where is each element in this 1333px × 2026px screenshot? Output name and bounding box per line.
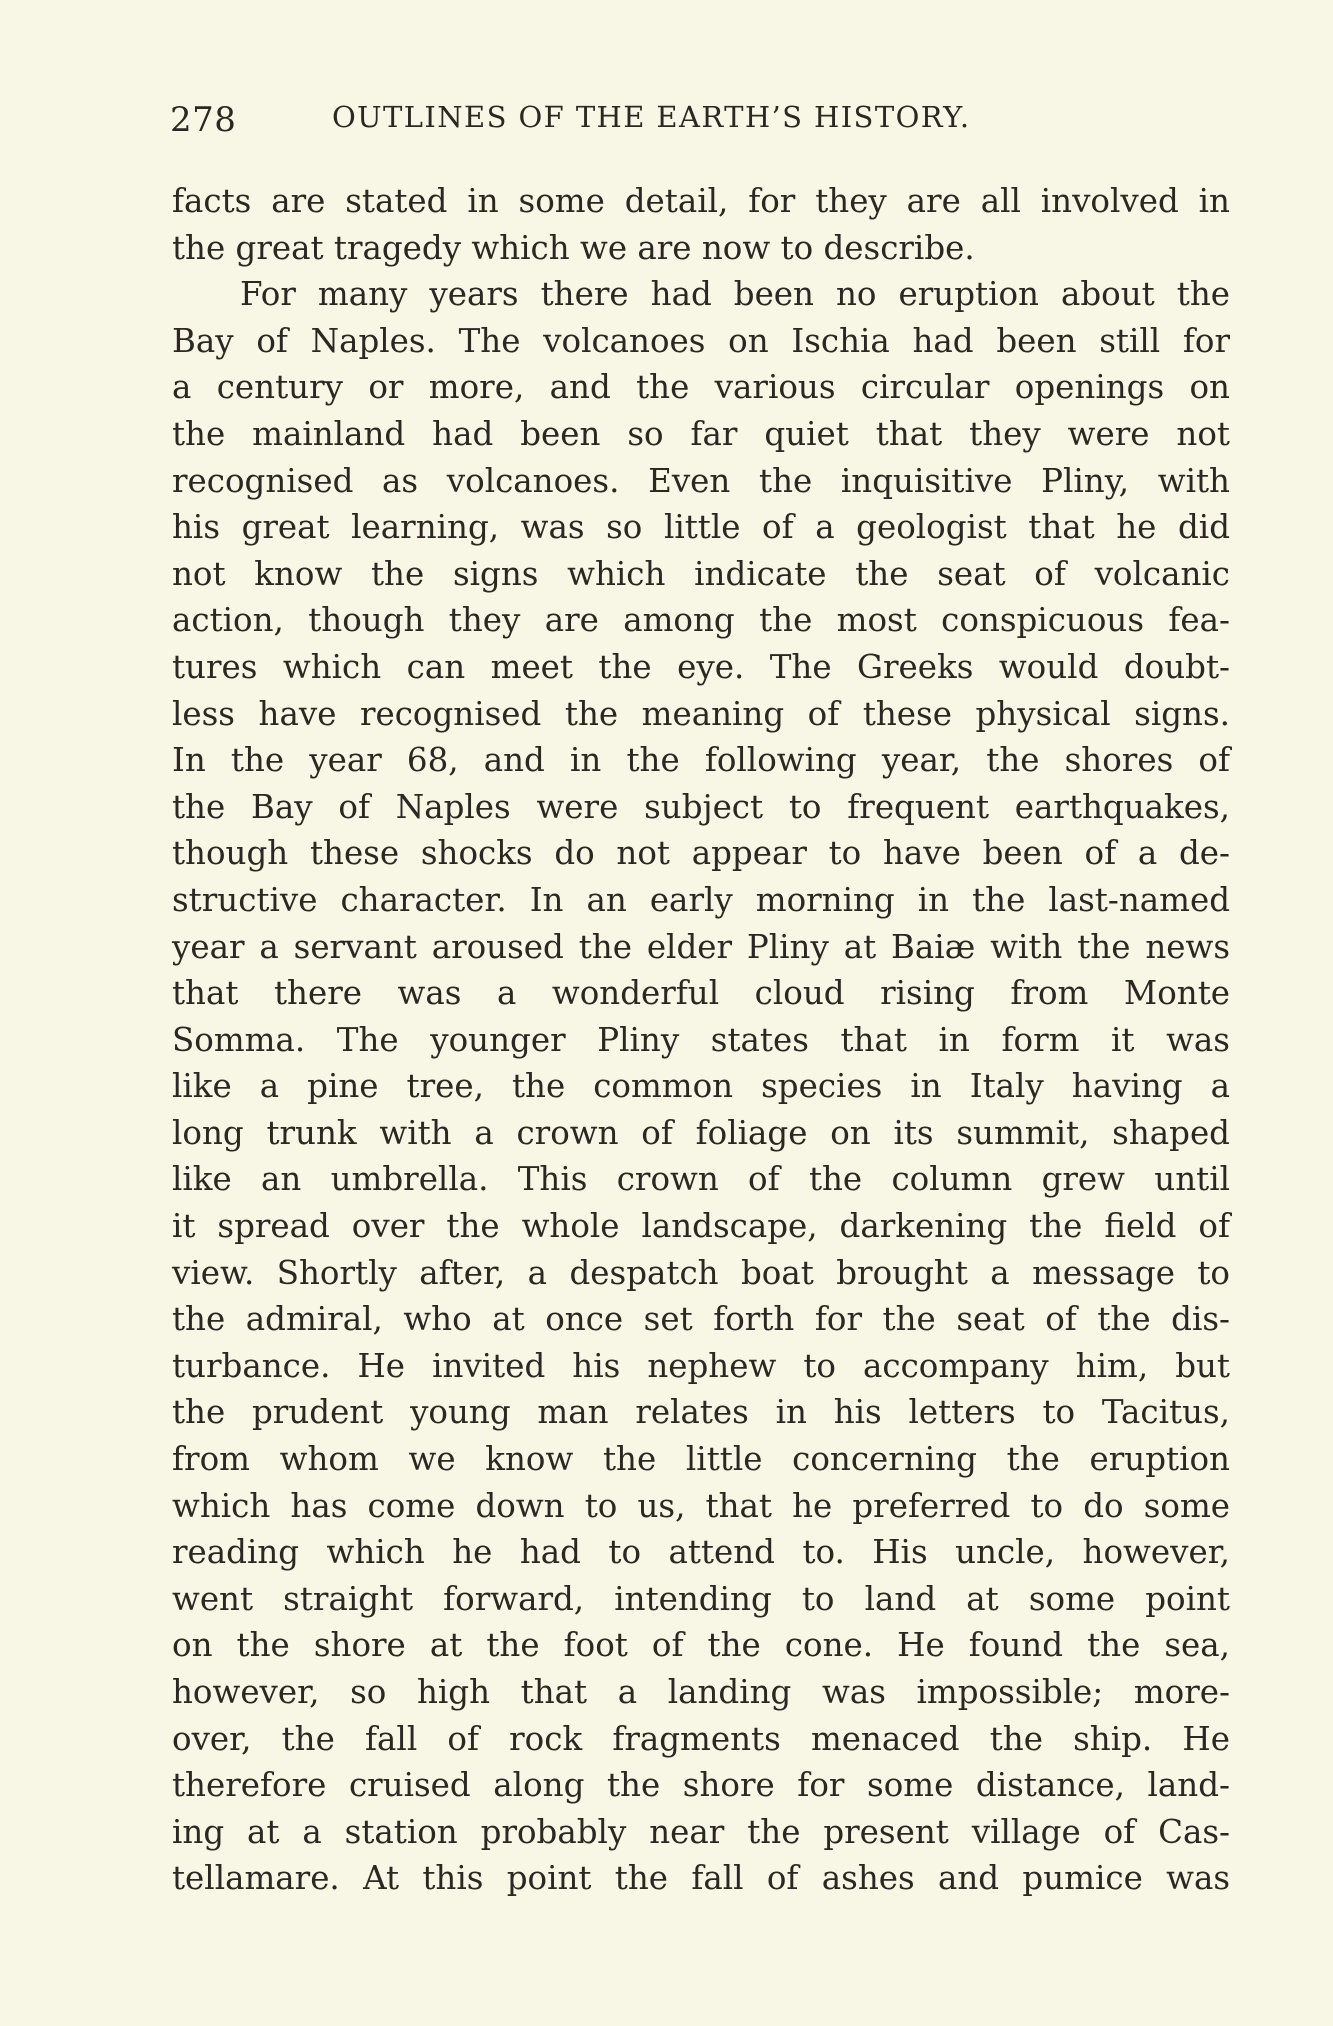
text-line: his great learning, was so little of a geologist that he did [172, 508, 1230, 547]
text-line: recognised as volcanoes. Even the inquisitive Pliny, with [172, 461, 1230, 500]
text-line: over, the fall of rock fragments menaced the ship. He [172, 1719, 1230, 1758]
text-line: therefore cruised along the shore for some distance, land- [172, 1766, 1230, 1805]
text-line: the great tragedy which we are now to describe. [172, 228, 975, 267]
text-line: on the shore at the foot of the cone. He found the sea, [172, 1626, 1230, 1665]
text-line: In the year 68, and in the following year, the shores of [172, 741, 1230, 780]
text-line: the Bay of Naples were subject to frequent earthquakes, [172, 787, 1230, 826]
text-line: turbance. He invited his nephew to accompany him, but [172, 1346, 1230, 1385]
text-line: like an umbrella. This crown of the column grew until [172, 1160, 1230, 1199]
text-line: however, so high that a landing was impossible; more- [172, 1673, 1230, 1711]
text-line: the prudent young man relates in his letters to Tacitus, [172, 1393, 1230, 1432]
text-line: less have recognised the meaning of these physical signs. [172, 694, 1230, 733]
text-line: Bay of Naples. The volcanoes on Ischia had been still for [172, 321, 1230, 360]
text-line: which has come down to us, that he preferred to do some [172, 1486, 1230, 1525]
text-line: that there was a wonderful cloud rising from Monte [172, 974, 1230, 1013]
text-line: not know the signs which indicate the seat of volcanic [172, 554, 1230, 593]
text-line: like a pine tree, the common species in Italy having a [172, 1067, 1230, 1106]
text-line: structive character. In an early morning in the last-named [172, 880, 1230, 919]
text-line: though these shocks do not appear to have been of a de- [172, 834, 1230, 873]
text-line: it spread over the whole landscape, darkening the field of [172, 1207, 1230, 1246]
text-line: long trunk with a crown of foliage on its summit, shaped [172, 1113, 1230, 1152]
text-line: tellamare. At this point the fall of ashes and pumice was [172, 1859, 1230, 1898]
text-line: view. Shortly after, a despatch boat brought a message to [172, 1253, 1230, 1292]
text-line: the admiral, who at once set forth for the seat of the dis- [172, 1300, 1230, 1339]
body-text [172, 178, 1230, 1902]
text-line: a century or more, and the various circular openings on [172, 368, 1230, 407]
text-line: tures which can meet the eye. The Greeks would doubt- [172, 647, 1230, 686]
text-line: ing at a station probably near the present village of Cas- [172, 1812, 1230, 1851]
text-line: Somma. The younger Pliny states that in form it was [172, 1020, 1230, 1059]
text-line: the mainland had been so far quiet that they were not [172, 414, 1230, 453]
text-line: action, though they are among the most conspicuous fea- [172, 601, 1230, 640]
page-number: 278 [170, 100, 237, 140]
text-line: reading which he had to attend to. His uncle, however, [172, 1533, 1230, 1572]
text-line: facts are stated in some detail, for they are all involved in [172, 182, 1230, 220]
running-title: OUTLINES OF THE EARTH’S HISTORY. [332, 100, 971, 134]
text-line: For many years there had been no eruption about the [240, 275, 1230, 314]
text-line: year a servant aroused the elder Pliny at Baiæ with the news [172, 927, 1230, 966]
text-line: from whom we know the little concerning the eruption [172, 1440, 1230, 1479]
text-line: went straight forward, intending to land at some point [172, 1579, 1230, 1618]
page-header [170, 92, 1230, 152]
